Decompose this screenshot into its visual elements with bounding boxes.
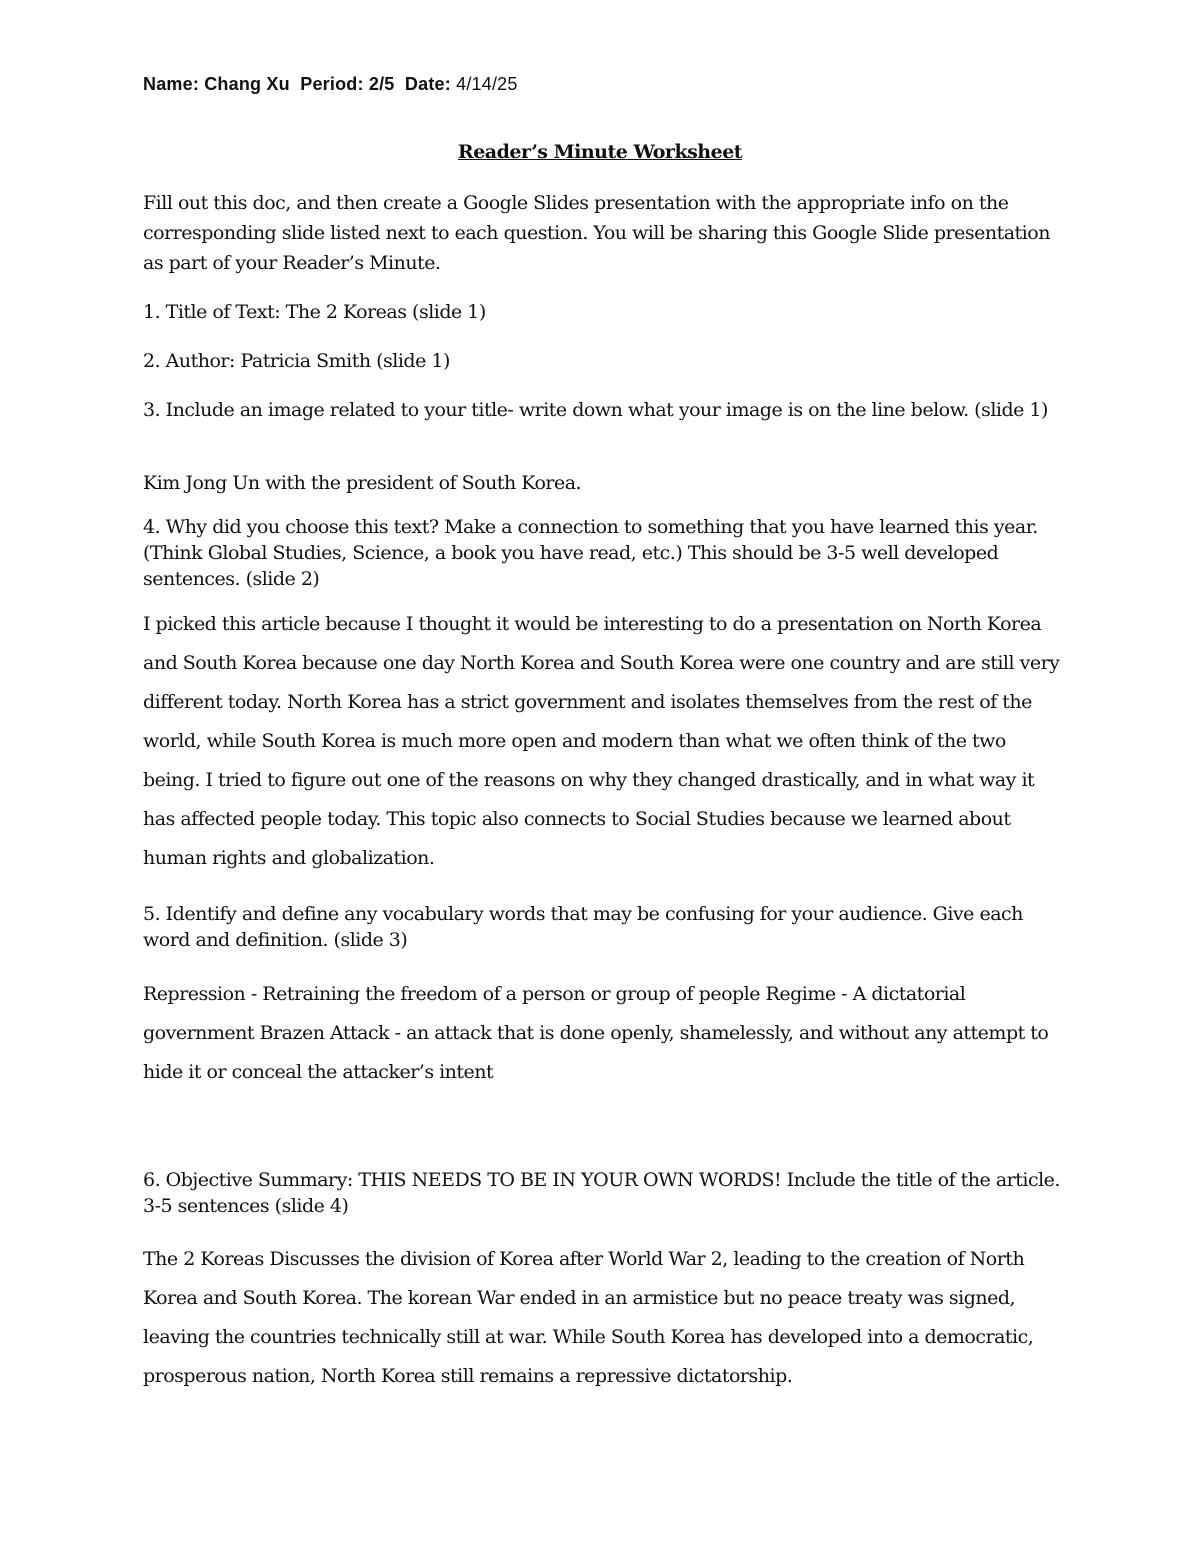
intro-paragraph: Fill out this doc, and then create a Google Slides presentation with the appropriate info on the corresponding slide listed next to each question. You will be sharing this Google Slide presentation as part of your Reader’s Minute. (143, 192, 1050, 274)
question-1: 1. Title of Text: The 2 Koreas (slide 1) (143, 301, 486, 323)
answer-5: Repression - Retraining the freedom of a person or group of people Regime - A dictatorial government Brazen Attack - an attack that is done openly, shamelessly, and without any attempt to hide it or conceal the attacker’s intent (143, 983, 1049, 1083)
date-label: Date: (404, 74, 451, 94)
question-2: 2. Author: Patricia Smith (slide 1) (143, 350, 450, 372)
question-6: 6. Objective Summary: THIS NEEDS TO BE IN YOUR OWN WORDS! Include the title of the article. 3-5 sentences (slide 4) (143, 1169, 1060, 1217)
answer-4: I picked this article because I thought it would be interesting to do a presentation on North Korea and South Korea because one day North Korea and South Korea were one country and are still very different today. North Korea has a strict government and isolates themselves from the rest of the world, while South Korea is much more open and modern than what we often think of the two being. I tried to figure out one of the reasons on why they changed drastically, and in what way it has affected people today. This topic also connects to Social Studies because we learned about human rights and globalization. (143, 613, 1060, 869)
question-5: 5. Identify and define any vocabulary words that may be confusing for your audience. Give each word and definition. (slide 3) (143, 903, 1023, 951)
student-info-line (143, 74, 518, 95)
period-value: 2/5 (368, 74, 395, 94)
answer-3: Kim Jong Un with the president of South Korea. (143, 472, 582, 494)
name-label: Name: (143, 74, 200, 94)
period-label: Period: (300, 74, 364, 94)
question-4: 4. Why did you choose this text? Make a connection to something that you have learned this year. (Think Global Studies, Science, a book you have read, etc.) This should be 3-5 well developed sentences. (slide 2) (143, 516, 1038, 590)
name-value: Chang Xu (204, 74, 290, 94)
question-3: 3. Include an image related to your title- write down what your image is on the line below. (slide 1) (143, 399, 1048, 421)
answer-6: The 2 Koreas Discusses the division of Korea after World War 2, leading to the creation of North Korea and South Korea. The korean War ended in an armistice but no peace treaty was signed, leaving the countries technically still at war. While South Korea has developed into a democratic, prosperous nation, North Korea still remains a repressive dictatorship. (143, 1248, 1034, 1387)
worksheet-title: Reader’s Minute Worksheet (457, 141, 743, 163)
date-value: 4/14/25 (456, 74, 518, 94)
